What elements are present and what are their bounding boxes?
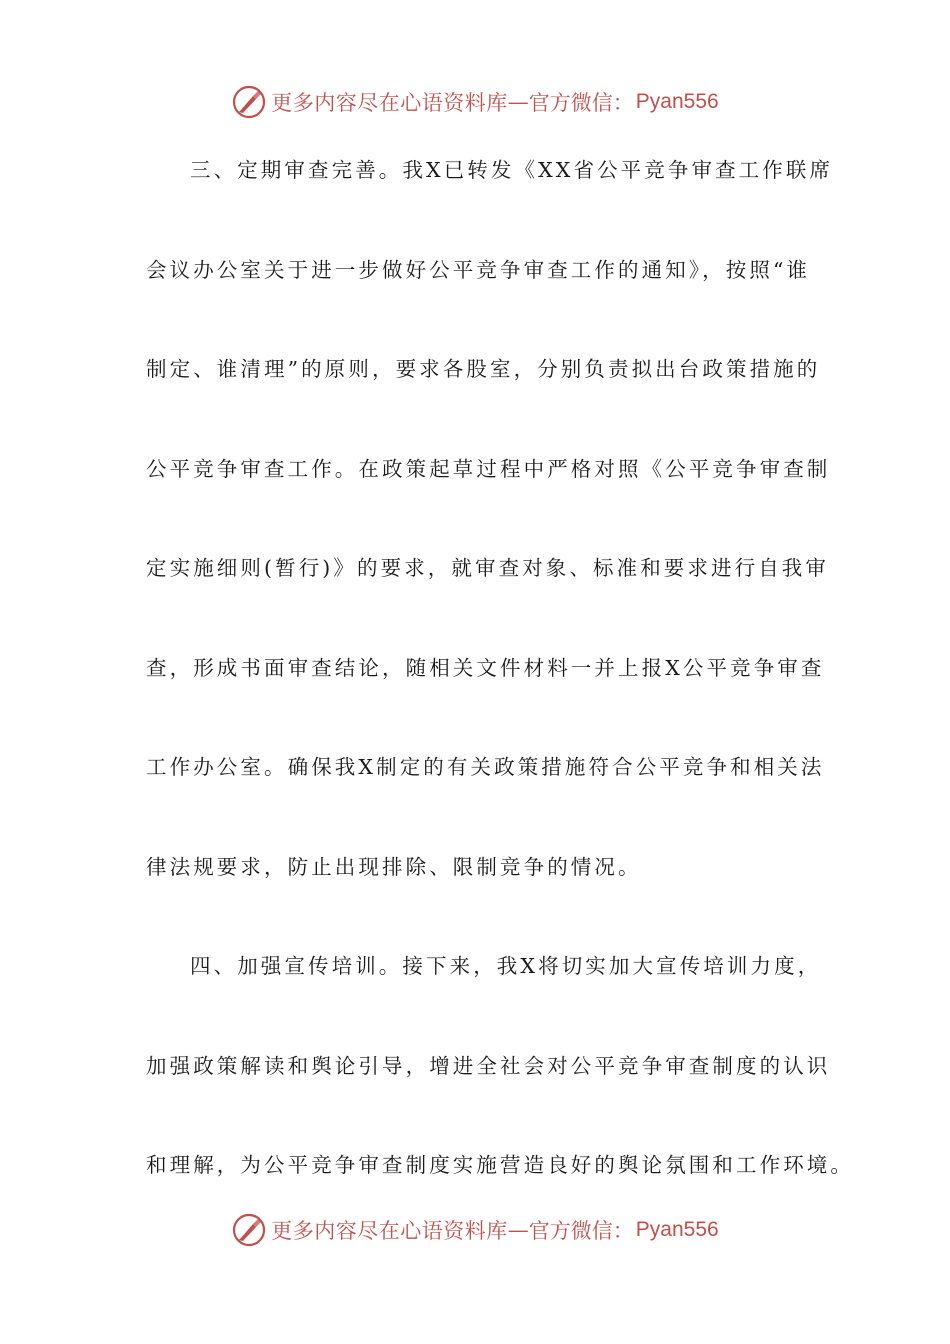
paragraph-line: 三、定期审查完善。我X已转发《XX省公平竞争审查工作联席 [190, 158, 834, 182]
pen-nib-logo-icon [231, 84, 267, 120]
paragraph-line: 律法规要求，防止出现排除、限制竞争的情况。 [146, 854, 642, 879]
pen-nib-logo-icon [231, 1212, 267, 1248]
document-body [146, 145, 854, 1240]
paragraph-line: 制定、谁清理”的原则，要求各股室，分别负责拟出台政策措施的 [146, 357, 821, 381]
banner-handle: Pyan556 [635, 1218, 719, 1241]
paragraph-line: 工作办公室。确保我X制定的有关政策措施符合公平竞争和相关法 [146, 755, 825, 779]
banner-dash: — [507, 1218, 529, 1242]
paragraph-line: 四、加强宣传培训。接下来，我X将切实加大宣传培训力度， [190, 954, 822, 978]
banner-dash: — [507, 90, 529, 114]
paragraph-line: 和理解，为公平竞争审查制度实施营造良好的舆论氛围和工作环境。 [146, 1153, 854, 1177]
paragraph-line: 查，形成书面审查结论，随相关文件材料一并上报X公平竞争审查 [146, 655, 825, 680]
banner-wechat-label: 官方微信： [528, 91, 634, 115]
paragraph-line: 会议办公室关于进一步做好公平竞争审查工作的通知》，按照“谁 [146, 257, 811, 282]
header-banner [0, 82, 950, 122]
banner-text: 更多内容尽在心语资料库 [271, 1219, 508, 1243]
banner-handle: Pyan556 [635, 90, 719, 113]
paragraph-line: 定实施细则(暂行)》的要求，就审查对象、标准和要求进行自我审 [146, 556, 829, 580]
banner-wechat-label: 官方微信： [528, 1219, 634, 1243]
footer-banner [0, 1210, 950, 1250]
banner-text: 更多内容尽在心语资料库 [271, 91, 508, 115]
paragraph-line: 公平竞争审查工作。在政策起草过程中严格对照《公平竞争审查制 [146, 456, 831, 481]
paragraph-line: 加强政策解读和舆论引导，增进全社会对公平竞争审查制度的认识 [146, 1053, 831, 1078]
